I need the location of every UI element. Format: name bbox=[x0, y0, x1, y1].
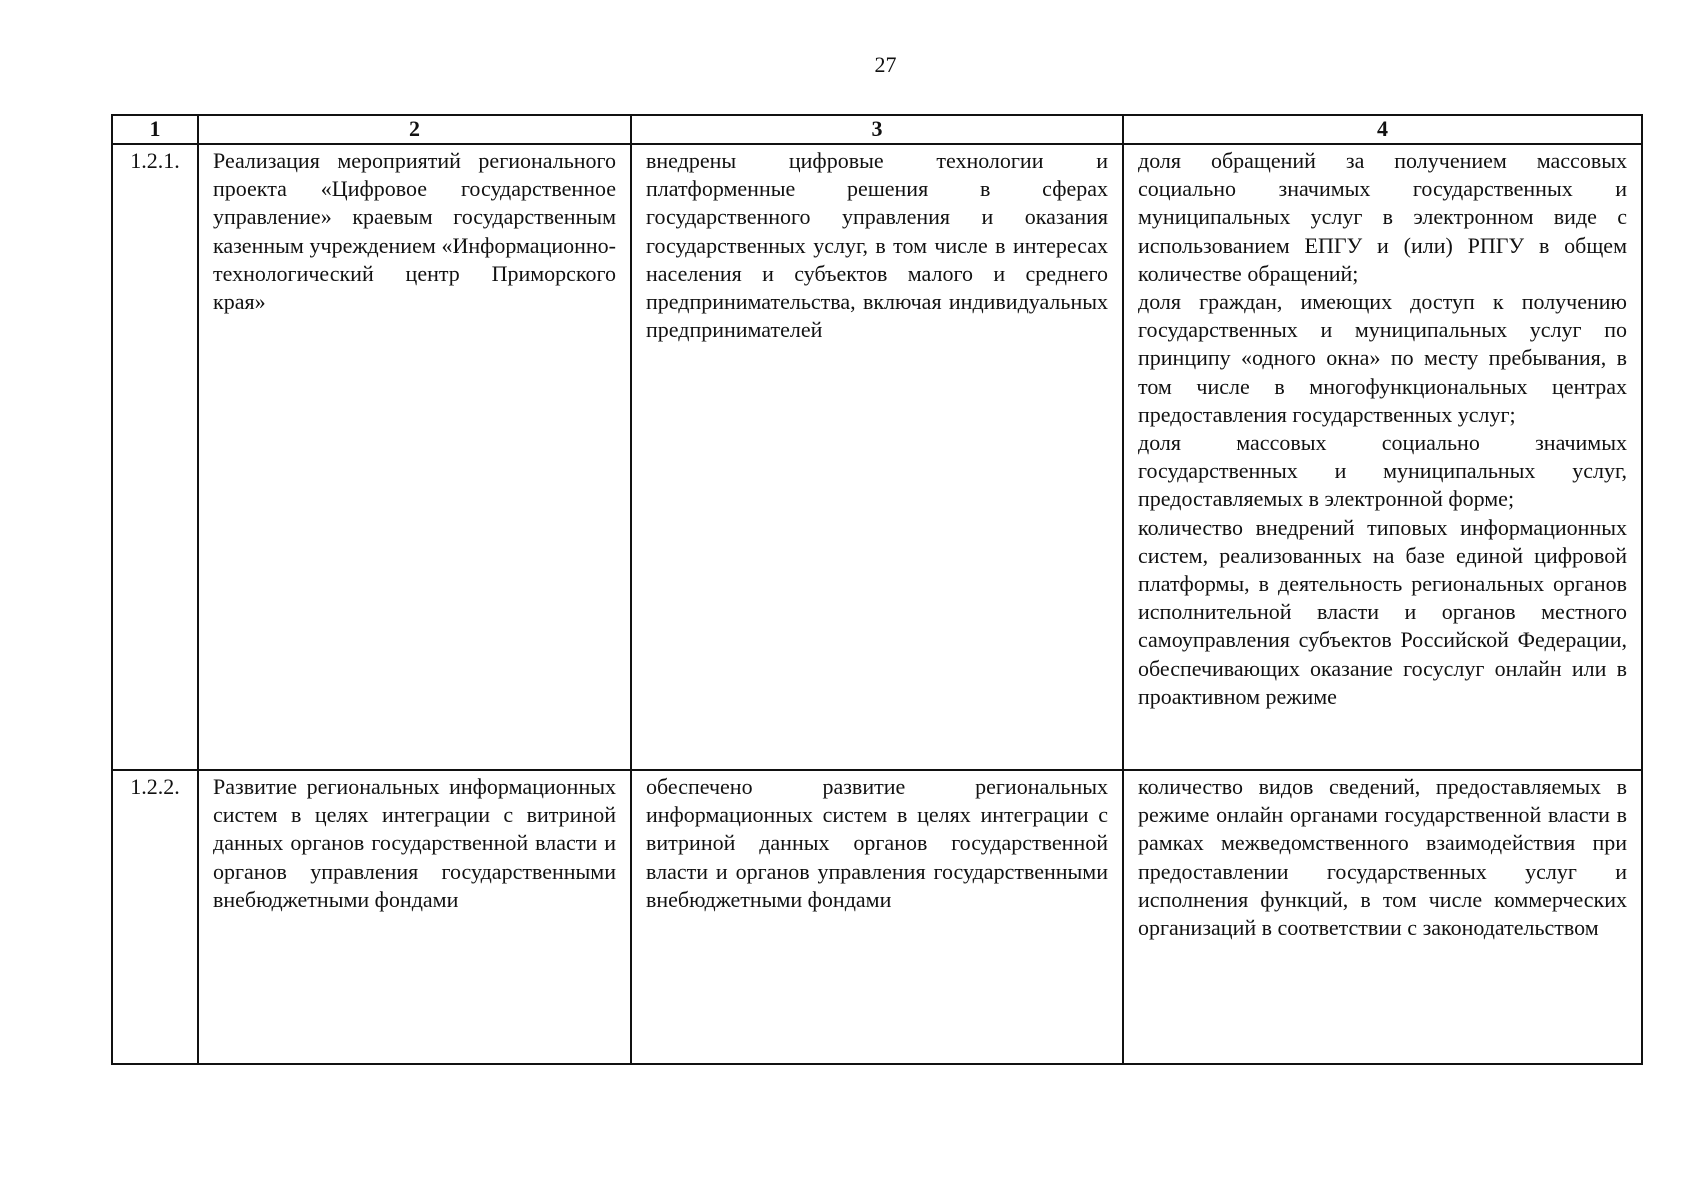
page-number: 27 bbox=[874, 52, 897, 77]
table-row bbox=[112, 144, 1642, 770]
header-col-1: 1 bbox=[112, 115, 198, 144]
header-col-3: 3 bbox=[631, 115, 1123, 144]
measures-table bbox=[111, 114, 1643, 1065]
result-cell: обеспечено развитие региональных информационных систем в целях интеграции с витриной данных органов государственной власти и органов управления государственными внебюджетными фондами bbox=[631, 770, 1123, 1064]
header-col-2: 2 bbox=[198, 115, 631, 144]
indicators-cell bbox=[1123, 770, 1642, 1064]
indicator-item: доля граждан, имеющих доступ к получению государственных и муниципальных услуг по принципу «одного окна» по месту пребывания, в том числе в многофункциональных центрах предоставления государственных услуг; bbox=[1138, 289, 1627, 427]
indicator-item: доля обращений за получением массовых социально значимых государственных и муниципальных услуг в электронном виде с использованием ЕПГУ и (или) РПГУ в общем количестве обращений; bbox=[1138, 148, 1627, 286]
event-cell: Развитие региональных информационных систем в целях интеграции с витриной данных органов государственной власти и органов управления государственными внебюджетными фондами bbox=[198, 770, 631, 1064]
indicator-item: доля массовых социально значимых государственных и муниципальных услуг, предоставляемых в электронной форме; bbox=[1138, 430, 1627, 512]
table-row bbox=[112, 770, 1642, 1064]
indicator-item: количество внедрений типовых информационных систем, реализованных на базе единой цифровой платформы, в деятельность региональных органов исполнительной власти и органов местного самоуправления субъектов Российской Федерации, обеспечивающих оказание госуслуг онлайн или в проактивном режиме bbox=[1138, 514, 1627, 709]
result-cell: внедрены цифровые технологии и платформенные решения в сферах государственного управления и оказания государственных услуг, в том числе в интересах населения и субъектов малого и среднего предпринимательства, включая индивидуальных предпринимателей bbox=[631, 144, 1123, 770]
row-number: 1.2.1. bbox=[112, 144, 198, 770]
header-col-4: 4 bbox=[1123, 115, 1642, 144]
indicator-item: количество видов сведений, предоставляемых в режиме онлайн органами государственной власти в рамках межведомственного взаимодействия при предоставлении государственных услуг и исполнения функций, в том числе коммерческих организаций в соответствии с законодательством bbox=[1138, 774, 1627, 941]
row-number: 1.2.2. bbox=[112, 770, 198, 1064]
event-cell: Реализация мероприятий регионального проекта «Цифровое государственное управление» краевым государственным казенным учреждением «Информационно-технологический центр Приморского края» bbox=[198, 144, 631, 770]
indicators-cell bbox=[1123, 144, 1642, 770]
table-header-row bbox=[112, 115, 1642, 144]
